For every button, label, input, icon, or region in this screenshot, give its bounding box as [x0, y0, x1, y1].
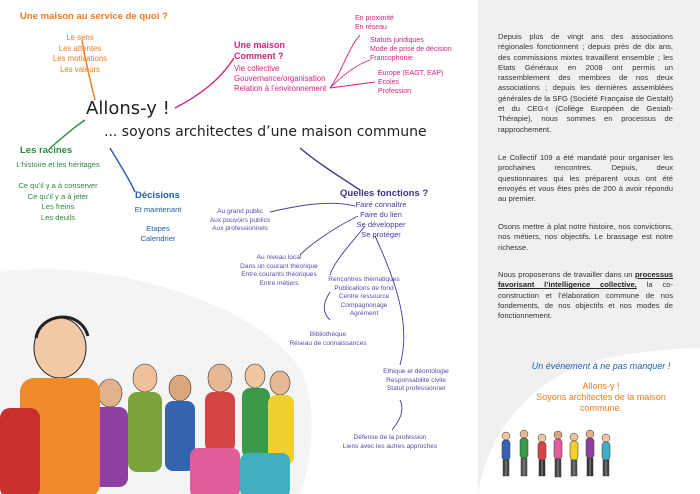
comment-group3 — [378, 69, 443, 96]
decisions-list2 — [118, 224, 198, 244]
racines-heading: Les racines — [20, 145, 73, 156]
process-text-a: Nous proposerons de travailler dans un — [498, 270, 635, 279]
service-list — [40, 33, 120, 75]
fonctions-subitem: Dans un courant théorique — [240, 262, 318, 270]
racines-list2 — [8, 181, 108, 223]
racines-item: L’histoire et les héritages — [16, 160, 100, 169]
service-item: Les attentes — [58, 43, 102, 53]
racines-item: Les freins — [41, 202, 75, 211]
comment-group-item: Mode de prise de décision — [370, 46, 452, 53]
fonctions-subitem: Liens avec les autres approches — [342, 442, 438, 450]
comment-group-item: En réseau — [355, 24, 387, 31]
fonctions-subitem: Publications de fond — [334, 284, 394, 292]
fonctions-subitem: Au niveau local — [256, 254, 302, 261]
comment-heading-line2: Comment ? — [234, 51, 284, 61]
event-box — [478, 348, 700, 494]
fonctions-subitem: Compagnonage — [340, 301, 388, 309]
fonctions-subitem: Statut professionnel — [386, 385, 446, 393]
racines-list1 — [8, 160, 108, 171]
comment-heading — [234, 40, 285, 62]
fonctions-subitem: Entre métiers — [259, 279, 299, 287]
decisions-item: Calendrier — [140, 234, 176, 243]
fonctions-subitem: Responsabilité civile — [386, 376, 446, 384]
comment-list — [234, 64, 326, 94]
comment-group1 — [355, 14, 394, 32]
fonctions-group4 — [282, 331, 374, 348]
fonctions-subitem: Ethique et déontologie — [383, 368, 449, 375]
comment-item: Gouvernance/organisation — [234, 74, 326, 83]
fonctions-heading: Quelles fonctions ? — [340, 188, 429, 199]
racines-item: Ce qu’il y a à jeter — [27, 191, 89, 201]
main-subtitle: ... soyons architectes d’une maison commune — [104, 124, 427, 140]
fonctions-group6 — [330, 434, 450, 451]
comment-item: Relation à l’environnement — [234, 84, 327, 93]
small-crowd-illustration — [496, 426, 616, 488]
collectif-paragraph: Le Collectif 109 a été mandaté pour organiser les prochaines rencontres. Depuis, deux questionnaires qui les préparent vous ont été envoyés et vous êtes près de 200 à avoir répondu au premier. — [498, 153, 673, 204]
comment-group-item: Profession — [378, 88, 412, 95]
event-line: Soyons architectes de la maison — [536, 392, 666, 402]
event-text — [506, 381, 696, 414]
fonctions-subitem: Centre ressource — [338, 293, 390, 301]
fonctions-subitem: Aux pouvoirs publics — [209, 216, 271, 224]
fonctions-list — [335, 200, 427, 240]
decisions-list1 — [118, 205, 198, 215]
fonctions-item: Se protéger — [361, 230, 401, 239]
osons-paragraph: Osons mettre à plat notre histoire, nos convictions, nos métiers, nos objectifs. Le brassage est notre richesse. — [498, 222, 673, 252]
service-item: Les valeurs — [60, 64, 100, 74]
comment-group-item: Ecoles — [378, 79, 400, 86]
fonctions-subitem: Rencontres thématiques — [328, 276, 400, 283]
comment-heading-line1: Une maison — [234, 40, 286, 50]
decisions-item: Etapes — [146, 224, 170, 233]
service-heading: Une maison au service de quoi ? — [20, 11, 168, 22]
service-item: Les motivations — [52, 54, 108, 63]
fonctions-subitem: Défense de la profession — [353, 434, 427, 441]
decisions-heading: Décisions — [135, 190, 180, 201]
intro-paragraph: Depuis plus de vingt ans des associations régionales fonctionnent ; depuis près de dix ans, des commissions mixtes travaillent ensemble ; les Etats Généraux en 2008 ont permis un rassemblement des membres de nos deux associations ; depuis les dernières assemblées générales de la SFG (Société Française de Gestalt) et du CEG-t (Collège Européen de Gestalt-Thérapie), nous sommes en processus de rapprochement. — [498, 32, 673, 134]
main-title: Allons-y ! — [86, 98, 170, 119]
fonctions-subitem: Aux professionnels — [212, 225, 268, 233]
racines-item: Les deuils — [40, 212, 76, 222]
fonctions-subitem: Entre courants théoriques — [241, 271, 317, 279]
comment-group-item: En proximité — [355, 15, 394, 22]
event-line: Allons-y ! — [582, 381, 620, 391]
fonctions-group5 — [370, 368, 462, 394]
process-text-bold: processus favorisant l’intelligence collective, — [498, 270, 673, 290]
process-paragraph — [498, 270, 673, 321]
fonctions-item: Faire du lien — [360, 210, 402, 219]
service-item: Le sens — [66, 33, 94, 42]
fonctions-item: Se développer — [356, 220, 406, 229]
event-line: commune. — [579, 403, 623, 413]
crowd-illustration — [0, 258, 330, 494]
fonctions-group1 — [198, 208, 282, 234]
fonctions-group2 — [228, 254, 330, 288]
comment-group-item: Statuts juridiques — [370, 37, 424, 44]
event-heading: Un événement à ne pas manquer ! — [531, 361, 671, 371]
process-text-c: la co-construction et l’élaboration commune de nos fondements, de nos objectifs et nos modes de fonctionnement. — [498, 280, 673, 321]
decisions-item: Et maintenant — [134, 205, 182, 214]
fonctions-group3 — [318, 276, 410, 319]
comment-group-item: Francophonie — [370, 55, 413, 62]
fonctions-subitem: Réseau de connaissances — [289, 339, 367, 347]
comment-group2 — [370, 36, 452, 63]
fonctions-item: Faire connaître — [355, 200, 407, 209]
comment-item: Vie collective — [234, 64, 280, 73]
fonctions-subitem: Au grand public — [217, 208, 263, 215]
racines-item: Ce qu’il y a à conserver — [18, 181, 98, 190]
comment-group-item: Europe (EAGT, EAP) — [378, 70, 444, 77]
fonctions-subitem: Bibliothèque — [309, 331, 347, 338]
fonctions-subitem: Agrément — [349, 310, 379, 318]
